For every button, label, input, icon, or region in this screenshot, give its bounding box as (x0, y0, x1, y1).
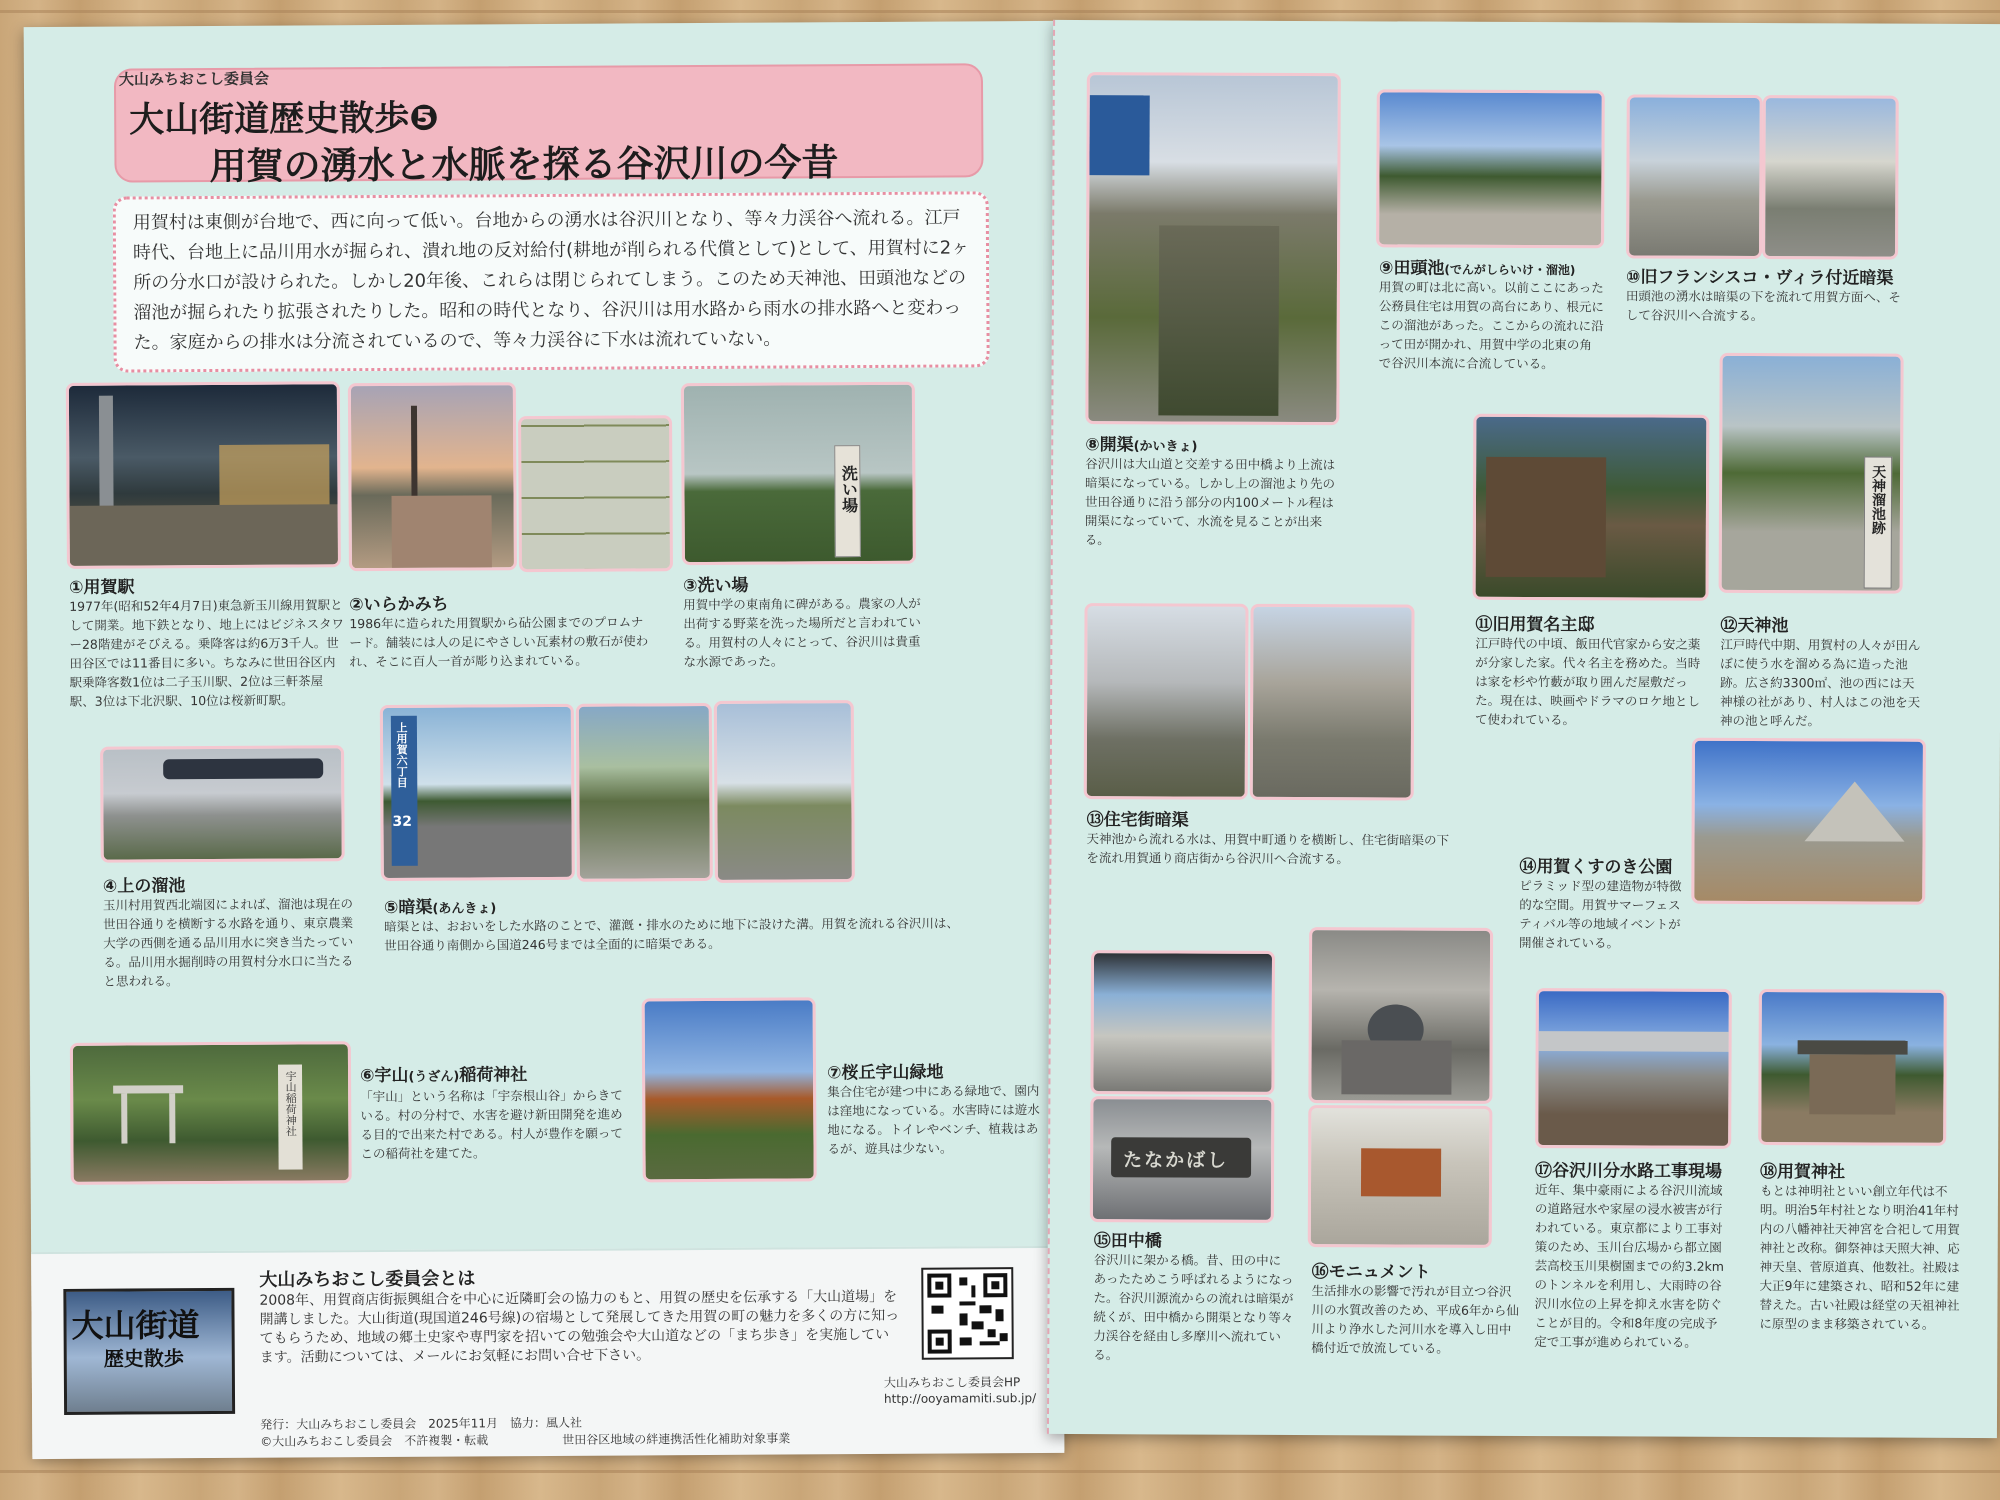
logo-title: 大山街道 (71, 1306, 200, 1345)
spot-8-text: 谷沢川は大山道と交差する田中橋より上流は暗渠になっている。しかし上の溜池より先の世田谷通りに沿う部分の内100メートル程は開渠になっていて、水流を見ることが出来る。 (1084, 456, 1336, 548)
spot-10-title: ⑩旧フランシスコ・ヴィラ付近暗渠 (1625, 267, 1894, 289)
spot-15-text: 谷沢川に架かる橋。昔、田の中にあったためこう呼ばれるようになった。谷沢川源流からの流れは暗渠が続くが、田中橋から開渠となり等々力渓谷を経由し多摩川へ流れている。 (1093, 1252, 1294, 1363)
right-page (1047, 20, 2000, 1438)
photo-yoga-station (66, 381, 341, 569)
spot-6-text: 「宇山」という名称は「宇奈根山谷」からきている。村の分村で、水害を避け新田開発を進める目的で出来た村である。村人が豊作を願ってこの稲荷社を建てた。 (360, 1087, 623, 1162)
spot-8-title: ⑧開渠(かいきょ) (1085, 435, 1198, 456)
spot-1-text: 1977年(昭和52年4月7日)東急新玉川線用賀駅として開業。地下鉄となり、地上にはビジネスタワー28階建がそびえる。乗降客は約6万3千人。世田谷区では11番目に多い。ちなみに世田谷区内駅乗降客数1位は二子玉川駅、2位は三軒茶屋駅、3位は下北沢駅、10位は桜新町駅。 (69, 597, 344, 709)
intro-text: 用賀村は東側が台地で、西に向って低い。台地からの湧水は谷沢川となり、等々力渓谷へ流れる。江戸時代、台地上に品川用水が掘られ、潰れ地の反対給付(耕地が削られる代償として)として、用賀村に2ヶ所の分水口が設けられた。しかし20年後、これらは閉じられてしまう。このため天神池、田頭池などの溜池が掘られたり拡張されたりした。昭和の時代となり、谷沢川は用水路から雨水の排水路へと変わった。家庭からの排水は分流されているので、等々力渓谷に下水は流れていない。 (132, 207, 970, 354)
spot-4-title: ④上の溜池 (102, 876, 186, 897)
photo-yoga-shrine (1758, 989, 1947, 1146)
committee-description: 2008年、用賀商店街振興組合を中心に近隣町会の協力のもと、用賀の歴史を伝承する「大山道場」を開講しました。大山街道(現国道246号線)の宿場として発展してきた用賀の町の魅力を多くの方に知ってもらうため、地域の郷土史家や専門家を招いての勉強会や大山道などの「まち歩き」を実施しています。活動については、メールにお気軽にお問い合せ下さい。 (259, 1288, 900, 1366)
photo-ankyo-path (576, 703, 713, 882)
photo-monument-plaque (1308, 1105, 1493, 1248)
spot-5-title: ⑤暗渠(あんきょ) (383, 897, 497, 918)
page-subtitle: 用賀の湧水と水脈を探る谷沢川の今昔 (209, 141, 839, 189)
spot-12-title: ⑫天神池 (1720, 615, 1789, 637)
photo-kusunoki-park (1691, 738, 1926, 905)
spot-7-title: ⑦桜丘宇山緑地 (826, 1062, 944, 1084)
street-sign-area: 上用賀六丁目 (394, 721, 409, 788)
tanaka-bridge-nameplate: たなかばし (1123, 1149, 1229, 1172)
photo-tanaka-bridge-plate (1090, 1096, 1275, 1223)
spot-15-title: ⑮田中橋 (1093, 1231, 1162, 1252)
copyright-line: ©大山みちおこし委員会 不許複製・転載 (260, 1433, 489, 1449)
photo-ankyo-street-sign (380, 704, 575, 881)
spot-17-text: 近年、集中豪雨による谷沢川流域の道路冠水や家屋の浸水被害が行われている。東京都により工事対策のため、玉川台広場から都立園芸高校玉川果樹園までの約3.2kmのトンネルを利用し、大雨時の谷沢川水位の上昇を抑え水害を防ぐことが目的。令和8年度の完成予定で工事が進められている。 (1534, 1182, 1724, 1350)
spot-2-text: 1986年に造られた用賀駅から砧公園までのプロムナード。舗装には人の足にやさしい瓦素材の敷石が使われ、そこに百人一首が彫り込まれている。 (349, 614, 649, 670)
floor-seam (0, 10, 2000, 13)
spot-11-text: 江戸時代の中頃、飯田代官家から安之薬が分家した家。代々名主を務めた。当時は家を杉や竹藪が取り囲んだ屋敷だった。現在は、映画やドラマのロケ地として使われている。 (1475, 635, 1701, 728)
photo-tenjin-pond-site (1719, 353, 1904, 594)
spot-14-title: ⑭用賀くすのき公園 (1519, 856, 1673, 878)
spot-6-title: ⑥宇山(うざん)稲荷神社 (359, 1065, 528, 1087)
spot-18-text: もとは神明社といい創立年代は不明。明治5年村社となり明治41年村内の八幡神社天神宮を合祀して用賀神社と改称。御祭神は天照大神、応神天皇、菅原道真、他数社。社殿は大正9年に建築され、昭和52年に建替えた。古い社殿は経堂の天祖神社に原型のまま移築されている。 (1759, 1183, 1960, 1332)
photo-dengashira-pond (1376, 89, 1605, 248)
tenjin-stone-marker: 天神溜池跡 (1869, 464, 1887, 535)
photo-kaikyo-open-channel (1085, 72, 1341, 425)
photo-irakamichi-path (348, 382, 517, 571)
street-sign-number: 32 (392, 813, 413, 830)
spot-12-text: 江戸時代中期、用賀村の人々が田んぼに使う水を溜める為に造った池跡。広さ約3300㎡、池の西には天神様の社があり、村人はこの池を天神の池と呼んだ。 (1720, 636, 1921, 729)
spot-16-text: 生活排水の影響で汚れが目立つ谷沢川の水質改善のため、平成6年から仙川より浄水した河川水を導入し田中橋付近で放流している。 (1311, 1283, 1519, 1356)
photo-araiba (681, 382, 916, 565)
photo-francisco-villa-1 (1626, 94, 1763, 259)
subsidy-line: 世田谷区地域の絆連携活性化補助対象事業 (562, 1431, 791, 1447)
photo-irakamichi-poem-tiles (518, 415, 673, 572)
spot-14-text: ピラミッド型の建造物が特徴的な空間。用賀サマーフェスティバル等の地域イベントが開催されている。 (1519, 877, 1682, 951)
spot-9-title: ⑨田頭池(でんがしらいけ・溜池) (1378, 258, 1576, 279)
page-title: 大山街道歴史散歩❺ (129, 98, 439, 141)
spot-4-text: 玉川村用賀西北端図によれば、溜池は現在の世田谷通りを横断する水路を通り、東京農業大学の西側を通る品川用水に突き当たっている。品川用水掘削時の用賀村分水口に当たると思われる。 (102, 896, 354, 989)
photo-upper-reservoir (100, 745, 345, 862)
spot-3-title: ③洗い場 (683, 575, 749, 597)
spot-16-title: ⑯モニュメント (1311, 1262, 1431, 1283)
photo-former-headman-house (1473, 414, 1710, 601)
photo-sakuragaoka-green (642, 997, 817, 1182)
logo-subtitle: 歴史散歩 (103, 1346, 184, 1371)
spot-3-text: 用賀中学の東南角に碑がある。農家の人が出荷する野菜を洗った場所だと言われている。用賀村の人々にとって、谷沢川は貴重な水源であった。 (683, 595, 921, 670)
photo-ankyo-road (714, 700, 855, 883)
floor-seam (0, 1470, 2000, 1473)
photo-uyama-inari-shrine (70, 1041, 352, 1185)
organization-label: 大山みちおこし委員会 (118, 69, 270, 89)
spot-13-text: 天神池から流れる水は、用賀中町通りを横断し、住宅街暗渠の下を流れ用賀通り商店街から谷沢川へ合流する。 (1086, 831, 1450, 867)
photo-diversion-channel-construction (1535, 988, 1732, 1149)
qr-code-icon[interactable] (921, 1267, 1014, 1360)
spot-5-text: 暗渠とは、おおいをした水路のことで、灌漑・排水のために地下に設けた溝。用賀を流れる谷沢川は、世田谷通り南側から国道246号までは全面的に暗渠である。 (384, 915, 959, 953)
hp-label: 大山みちおこし委員会HP (883, 1375, 1021, 1390)
left-page (24, 21, 1065, 1457)
spot-1-title: ①用賀駅 (69, 577, 135, 598)
araiba-sign: 洗い場 (839, 465, 859, 514)
photo-residential-ankyo-2 (1250, 604, 1415, 801)
spot-13-title: ⑬住宅街暗渠 (1086, 810, 1189, 831)
spot-9-text: 用賀の町は北に高い。以前ここにあった公務員住宅は用賀の高台にあり、根元にこの溜池があった。ここからの流れに沿って田が開かれ、用賀中学の北東の角で谷沢川本流に合流している。 (1378, 279, 1604, 372)
spot-7-text: 集合住宅が建つ中にある緑地で、園内は窪地になっている。水害時には遊水地になる。トイレやベンチ、植栽はあるが、遊具は少ない。 (827, 1082, 1040, 1157)
committee-heading: 大山みちおこし委員会とは (259, 1268, 476, 1291)
spot-17-title: ⑰谷沢川分水路工事現場 (1535, 1161, 1723, 1182)
spot-11-title: ⑪旧用賀名主邸 (1475, 614, 1595, 636)
publisher-line: 発行：大山みちおこし委員会 2025年11月 協力：風人社 (260, 1415, 583, 1432)
photo-residential-ankyo-1 (1084, 603, 1249, 800)
uyama-stone-marker: 宇山稲荷神社 (284, 1070, 298, 1137)
spot-18-title: ⑱用賀神社 (1760, 1162, 1846, 1183)
hp-url-link[interactable]: http://ooyamamiti.sub.jp/ (883, 1391, 1037, 1406)
photo-francisco-villa-2 (1762, 95, 1899, 260)
spot-2-title: ②いらかみち (349, 594, 449, 616)
spot-10-text: 田頭池の湧水は暗渠の下を流れて用賀方面へ、そして谷沢川へ合流する。 (1625, 288, 1901, 324)
photo-tanaka-bridge-1 (1090, 950, 1275, 1095)
photo-monument-sphere (1308, 927, 1493, 1104)
